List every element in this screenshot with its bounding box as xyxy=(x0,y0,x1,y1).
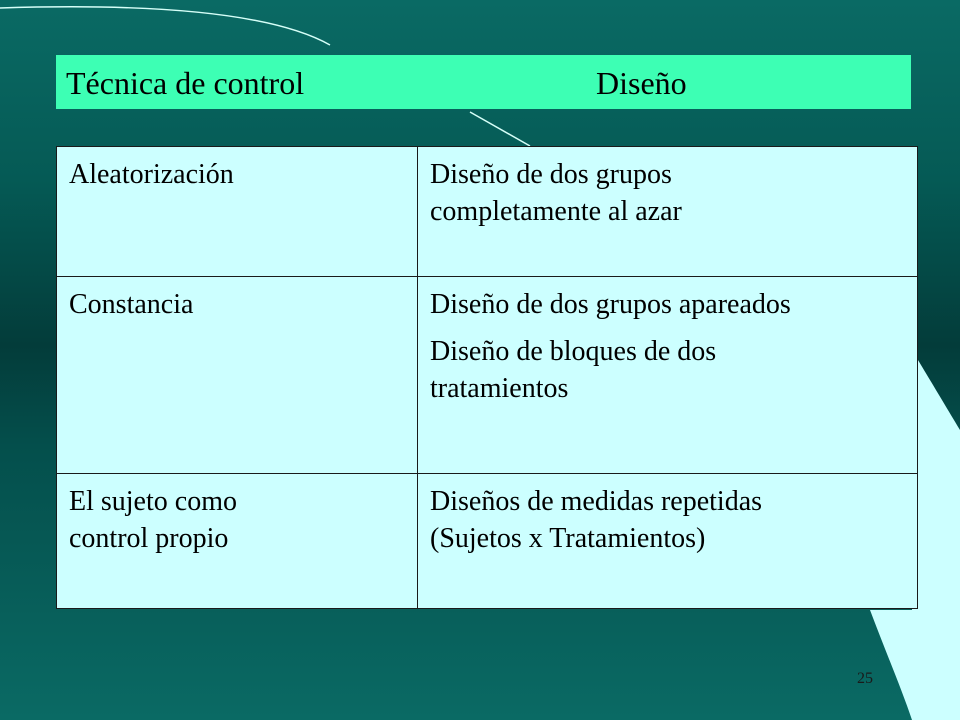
design-cell xyxy=(418,147,918,277)
header-design: Diseño xyxy=(596,65,687,101)
design-paragraph xyxy=(430,334,907,408)
table-row xyxy=(57,474,918,609)
page-number: 25 xyxy=(857,670,873,687)
design-text: completamente al azar xyxy=(430,195,682,227)
design-text: (Sujetos x Tratamientos) xyxy=(430,522,706,554)
technique-text: control propio xyxy=(69,522,229,554)
header-technique: Técnica de control xyxy=(66,65,305,101)
top-arc-line xyxy=(0,7,330,45)
diagonal-line xyxy=(470,112,530,146)
technique-cell xyxy=(57,147,418,277)
technique-text: Aleatorización xyxy=(69,159,234,190)
table-row xyxy=(57,277,918,474)
design-text: Diseño de dos grupos xyxy=(430,159,672,190)
design-text: Diseño de dos grupos apareados xyxy=(430,289,791,320)
technique-cell xyxy=(57,277,418,474)
control-design-table xyxy=(56,146,918,609)
design-text: tratamientos xyxy=(430,372,569,404)
table-row xyxy=(57,147,918,277)
design-cell xyxy=(418,277,918,474)
design-text: Diseño de bloques de dos xyxy=(430,335,717,367)
design-text: Diseños de medidas repetidas xyxy=(430,486,763,517)
technique-cell xyxy=(57,474,418,609)
technique-text: El sujeto como xyxy=(69,486,237,517)
technique-text: Constancia xyxy=(69,289,194,320)
design-cell xyxy=(418,474,918,609)
table-header xyxy=(56,55,911,109)
